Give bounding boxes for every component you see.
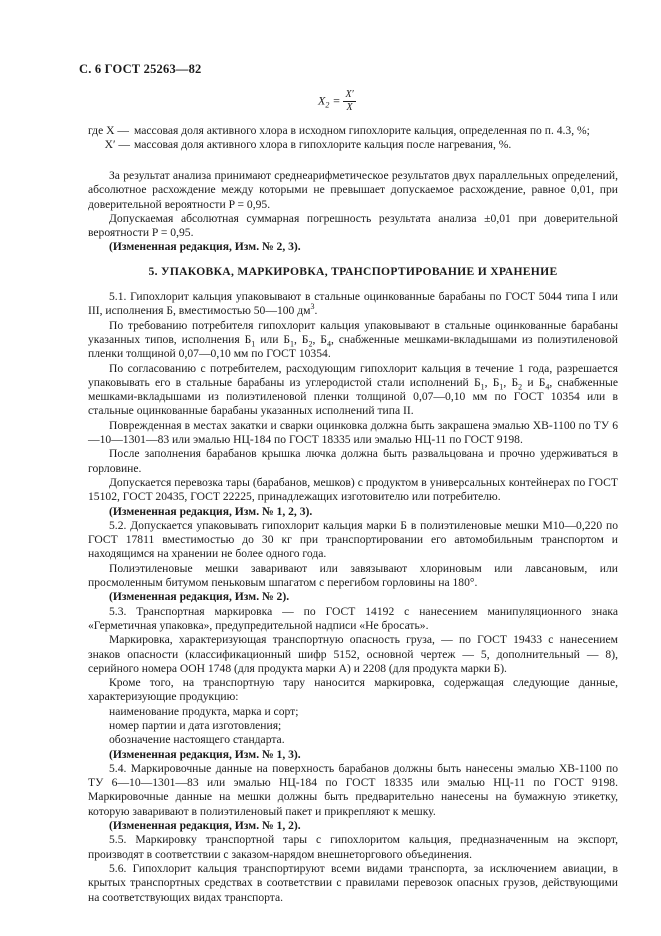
list-item: наименование продукта, марка и сорт; — [109, 704, 299, 718]
paragraph-error: Допускаемая абсолютная суммарная погрешность результата анализа ±0,01 при доверительной вероятности P = 0,95. — [88, 211, 618, 240]
edition-note: (Измененная редакция, Изм. № 1, 3). — [109, 747, 301, 761]
definition-lead: X′ — — [104, 138, 130, 152]
clause-text: , Б — [503, 375, 519, 389]
section-title: 5. УПАКОВКА, МАРКИРОВКА, ТРАНСПОРТИРОВАНИЕ И ХРАНЕНИЕ — [148, 264, 558, 278]
edition-note: (Измененная редакция, Изм. № 1, 2, 3). — [109, 504, 313, 518]
document-body — [88, 169, 618, 905]
formula-lhs-sub: 2 — [325, 100, 330, 110]
page-header: С. 6 ГОСТ 25263—82 — [79, 62, 202, 76]
clause-text: 5.1. Гипохлорит кальция упаковывают в стальные оцинкованные барабаны по ГОСТ 5044 типа I или III, исполнения Б, вместимостью 50—100 дм — [88, 290, 618, 318]
clause-5-6: 5.6. Гипохлорит кальция транспортируют всеми видами транспорта, за исключением авиации, в крытых транспортных средствах в соответствии с правилами перевозок опасных грузов, действующими на соответствующих видах транспорта. — [88, 861, 618, 904]
superscript: 3 — [310, 302, 315, 312]
subscript: 4 — [326, 339, 331, 349]
definition-row — [88, 124, 618, 138]
paragraph-after-filling: После заполнения барабанов крышка лючка должна быть развальцована и прочно удерживаться в горловине. — [88, 447, 618, 475]
formula-denominator: X — [346, 102, 353, 113]
clause-5-2: 5.2. Допускается упаковывать гипохлорит кальция марки Б в полиэтиленовые мешки М10—0,220 по ГОСТ 17811 вместимостью до 30 кг при транспортировании его автомобильным транспортом и находящимся на хранении не более одного года. — [88, 518, 618, 561]
clause-text: , Б — [484, 375, 500, 389]
clause-text: , снабженные мешками-вкладышами из полиэтиленовой пленки толщиной 0,07—0,10 мм по ГОСТ 10354 или в стальные оцинкованные барабаны указанных исполнений типа II. — [88, 375, 618, 418]
definition-text: массовая доля активного хлора в гипохлорите кальция после нагревания, %. — [134, 138, 512, 152]
formula-eq: = — [329, 93, 344, 108]
subscript: 4 — [545, 382, 550, 392]
paragraph-agreement — [88, 362, 618, 419]
clause-text: , Б — [312, 332, 327, 346]
formula-lhs: X — [318, 93, 326, 108]
edition-note: (Измененная редакция, Изм. № 2, 3). — [109, 240, 301, 254]
subscript: 2 — [308, 339, 313, 349]
clause-text: или Б — [255, 332, 290, 346]
subscript: 1 — [289, 339, 294, 349]
clause-text: По согласованию с потребителем, расходующим гипохлорит кальция в течение 1 года, разрешается упаковывать его в стальные барабаны из углеродистой стали исполнений Б — [88, 361, 618, 389]
paragraph-hazard-marking: Маркировка, характеризующая транспортную опасность груза, — по ГОСТ 19433 с нанесением знаков опасности (классификационный шифр 5152, основной чертеж — 5, дополнительный — 8), серийного номера ООН 1748 (для продукта марки А) и 2208 (для продукта марки Б). — [88, 633, 618, 675]
clause-text: и Б — [522, 375, 546, 389]
paragraph-additional-marking: Кроме того, на транспортную тару наносится маркировка, содержащая следующие данные, характеризующие продукцию: — [88, 676, 618, 704]
clause-5-1 — [88, 290, 618, 319]
definitions — [88, 124, 618, 153]
paragraph-containers: Допускается перевозка тары (барабанов, мешков) с продуктом в универсальных контейнерах по ГОСТ 15102, ГОСТ 20435, ГОСТ 22225, принадлежащих изготовителю или потребителю. — [88, 475, 618, 504]
paragraph-result: За результат анализа принимают среднеарифметическое результатов двух параллельных определений, абсолютное расхождение между которыми не превышает допускаемое расхождение, равное 0,01, при доверительной вероятности P = 0,95. — [88, 169, 618, 211]
clause-5-3: 5.3. Транспортная маркировка — по ГОСТ 14192 с нанесением манипуляционного знака «Герметичная упаковка», предупредительной надписи «Не бросать». — [88, 604, 618, 632]
paragraph-zinc-damage: Поврежденная в местах закатки и сварки оцинковка должна быть закрашена эмалью ХВ-1100 по ТУ 6—10—1301—83 или эмалью НЦ-184 по ГОСТ 18335 или эмалью НЦ-11 по ГОСТ 9198. — [88, 418, 618, 447]
subscript: 2 — [518, 382, 523, 392]
clause-text: , Б — [293, 332, 309, 346]
formula-fraction — [343, 89, 355, 114]
definition-text: массовая доля активного хлора в исходном гипохлорите кальция, определенная по п. 4.3, %; — [134, 124, 590, 137]
formula-numerator: X′ — [345, 89, 354, 100]
definition-lead: где X — — [88, 124, 129, 137]
clause-5-5: 5.5. Маркировку транспортной тары с гипохлоритом кальция, предназначенным на экспорт, производят в соответствии с заказом-нарядом внешнеторгового объединения. — [88, 833, 618, 861]
clause-text: . — [314, 304, 318, 318]
edition-note: (Измененная редакция, Изм. № 1, 2). — [109, 819, 301, 833]
clause-text: По требованию потребителя гипохлорит кальция упаковывают в стальные оцинкованные барабаны указанных типов, исполнения Б — [88, 318, 618, 346]
subscript: 1 — [499, 382, 504, 392]
paragraph-request — [88, 319, 618, 362]
subscript: 1 — [480, 382, 485, 392]
edition-note: (Измененная редакция, Изм. № 2). — [109, 590, 290, 604]
definition-row — [88, 138, 618, 152]
subscript: 1 — [251, 339, 256, 349]
clause-text: , снабженные мешками-вкладышами из полиэтиленовой пленки толщиной 0,07—0,10 мм по ГОСТ 10354. — [88, 332, 618, 361]
list-item: обозначение настоящего стандарта. — [109, 733, 285, 747]
formula-x2 — [318, 89, 356, 114]
list-item: номер партии и дата изготовления; — [109, 718, 282, 732]
clause-5-4: 5.4. Маркировочные данные на поверхность барабанов должны быть нанесены эмалью ХВ-1100 по ТУ 6—10—1301—83 или эмалью НЦ-184 по ГОСТ 18335 или эмалью НЦ-11 по ГОСТ 9198. Маркировочные данные на мешки должны быть предварительно нанесены на бумажную этикетку, которую заваривают в полиэтиленовый пакет и прикрепляют к мешку. — [88, 761, 618, 818]
paragraph-bags: Полиэтиленовые мешки заваривают или завязывают хлориновым или лавсановым, или просмоленным битумом пеньковым шпагатом с перегибом горловины на 180°. — [88, 561, 618, 590]
